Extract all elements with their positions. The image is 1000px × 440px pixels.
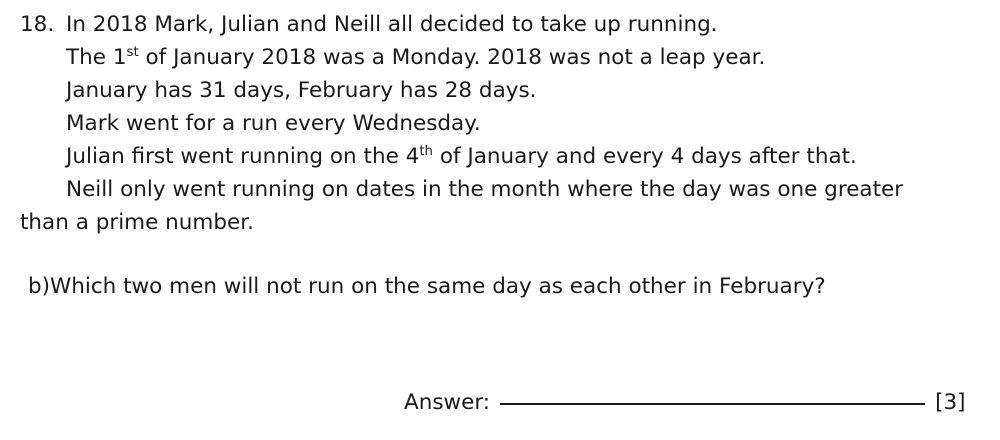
question-text (20, 8, 986, 239)
question-block (14, 8, 986, 239)
question-line-5 (66, 140, 986, 173)
answer-input-line[interactable] (500, 403, 925, 405)
question-part-b (14, 270, 986, 303)
question-line-1: In 2018 Mark, Julian and Neill all decided to take up running. (66, 12, 718, 37)
ordinal-suffix-st: st (126, 44, 139, 60)
question-line-2-post: of January 2018 was a Monday. 2018 was not a leap year. (138, 45, 766, 70)
question-line-5-post: of January and every 4 days after that. (433, 144, 857, 169)
question-line-7: than a prime number. (20, 210, 254, 235)
ordinal-suffix-th: th (419, 143, 433, 159)
answer-row (0, 388, 1000, 418)
question-line-6: Neill only went running on dates in the month where the day was one greater (66, 177, 904, 202)
answer-label: Answer: (404, 390, 491, 415)
part-text: Which two men will not run on the same day as each other in February? (50, 274, 826, 299)
question-number: 18. (20, 12, 55, 37)
question-line-5-pre: Julian first went running on the 4 (66, 144, 420, 169)
question-line-4: Mark went for a run every Wednesday. (66, 111, 481, 136)
marks-allocation: [3] (935, 390, 966, 415)
question-line-2 (66, 41, 986, 74)
part-label: b) (28, 274, 51, 299)
question-line-3: January has 31 days, February has 28 days. (66, 78, 537, 103)
question-line-2-pre: The 1 (66, 45, 127, 70)
